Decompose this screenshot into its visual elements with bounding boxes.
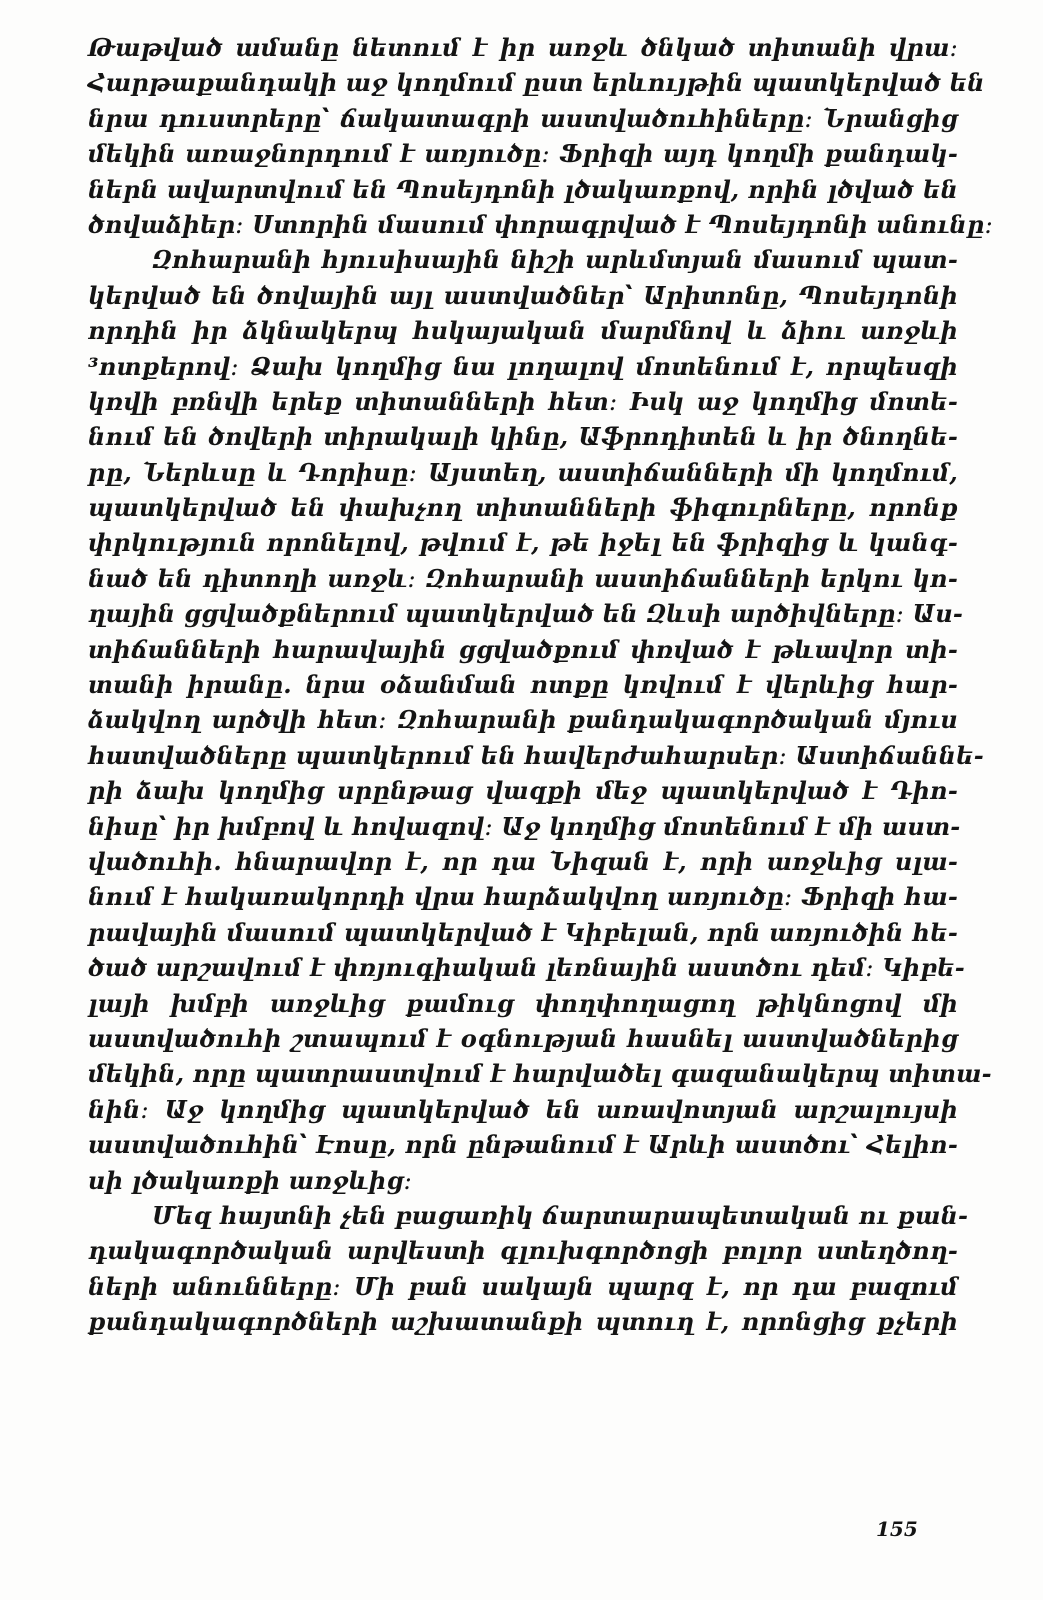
text-line: Հարթաքանդակի աջ կողմում ըստ երևույթին պատկերված են bbox=[88, 68, 985, 98]
text-line: ձակվող արծվի հետ։ Զոհարանի քանդակագործական մյուս bbox=[88, 705, 958, 735]
text-line: Թաթված ամանը նետում է իր առջև ծնկած տիտանի վրա։ bbox=[88, 33, 958, 62]
text-line: ներն ավարտվում են Պոսեյդոնի լծակառքով, որին լծված են bbox=[88, 174, 958, 204]
text-line: րավային մասում պատկերված է Կիբելան, որն առյուծին հե- bbox=[88, 917, 958, 947]
text-line: ծովաձիեր։ Ստորին մասում փորագրված է Պոսեյդոնի անունը։ bbox=[88, 209, 993, 239]
text-line: րի ձախ կողմից սրընթաց վազքի մեջ պատկերված է Դիո- bbox=[88, 776, 958, 806]
text-line: նած են դիտողի առջև։ Զոհարանի աստիճանների երկու կո- bbox=[88, 563, 958, 593]
text-line: աստվածուհին՝ Էոսը, որն ընթանում է Արևի աստծու՝ Հելիո- bbox=[88, 1130, 958, 1160]
text-line: լայի խմբի առջևից քամուց փողփողացող թիկնոցով մի bbox=[88, 988, 958, 1018]
text-line: դակագործական արվեստի գլուխգործոցի բոլոր ստեղծող- bbox=[88, 1236, 958, 1266]
text-line: Մեզ հայտնի չեն բացառիկ ճարտարապետական ու քան- bbox=[152, 1200, 969, 1230]
text-line: ների անունները։ Մի բան սակայն պարզ է, որ դա բազում bbox=[88, 1271, 958, 1301]
text-line: նիսը՝ իր խմբով և հովազով։ Աջ կողմից մոտենում է մի աստ- bbox=[88, 811, 961, 841]
text-line: փրկություն որոնելով, թվում է, թե իջել են ֆրիզից և կանգ- bbox=[88, 528, 958, 558]
text-line: կերված են ծովային այլ աստվածներ՝ Արիտոնը, Պոսեյդոնի bbox=[88, 280, 958, 310]
text-line: ³ոտքերով։ Ձախ կողմից նա լողալով մոտենում է, որպեսզի bbox=[88, 351, 958, 381]
text-line: ծած արշավում է փռյուգիական լեռնային աստծու դեմ։ Կիբե- bbox=[88, 953, 965, 983]
text-line: նում են ծովերի տիրակալի կինը, Աֆրոդիտեն և իր ծնողնե- bbox=[88, 422, 958, 452]
text-line: մեկին, որը պատրաստվում է հարվածել գազանակերպ տիտա- bbox=[88, 1059, 992, 1089]
text-line: պատկերված են փախչող տիտանների ֆիգուրները, որոնք bbox=[88, 493, 958, 523]
text-line: րը, Ներևսը և Դորիսը։ Այստեղ, աստիճանների մի կողմում, bbox=[88, 457, 958, 487]
page-number: 155 bbox=[876, 1517, 918, 1541]
text-line: աստվածուհի շտապում է օգնության հասնել աստվածներից bbox=[88, 1023, 958, 1053]
text-line: նրա դուստրերը՝ ճակատագրի աստվածուհիները։ Նրանցից bbox=[88, 103, 958, 133]
text-line: սի լծակառքի առջևից։ bbox=[88, 1165, 413, 1195]
body-text bbox=[88, 30, 993, 1339]
text-line: ղային ցցվածքներում պատկերված են Զևսի արծիվները։ Աս- bbox=[88, 599, 964, 629]
text-line: տանի իրանը. նրա օձանման ոտքը կռվում է վերևից հար- bbox=[88, 670, 958, 700]
text-line: վածուհի. հնարավոր է, որ դա Նիզան է, որի առջևից սլա- bbox=[88, 846, 958, 876]
text-line: կռվի բռնվի երեք տիտանների հետ։ Իսկ աջ կողմից մոտե- bbox=[88, 386, 958, 416]
text-line: որդին իր ձկնակերպ հսկայական մարմնով և ձիու առջևի bbox=[88, 316, 958, 346]
text-line: մեկին առաջնորդում է առյուծը։ Ֆրիզի այդ կողմի քանդակ- bbox=[88, 139, 958, 169]
text-line: նում է հակառակորդի վրա հարձակվող առյուծը։ Ֆրիզի հա- bbox=[88, 882, 958, 912]
text-line: քանդակագործների աշխատանքի պտուղ է, որոնցից քչերի bbox=[88, 1307, 958, 1337]
text-line: նին։ Աջ կողմից պատկերված են առավոտյան արշալույսի bbox=[88, 1094, 958, 1124]
text-line: հատվածները պատկերում են հավերժահարսեր։ Աստիճաննե- bbox=[88, 740, 984, 770]
text-line: տիճանների հարավային ցցվածքում փռված է թևավոր տի- bbox=[88, 634, 958, 664]
text-line: Զոհարանի հյուսիսային նիշի արևմտյան մասում պատ- bbox=[152, 245, 958, 275]
